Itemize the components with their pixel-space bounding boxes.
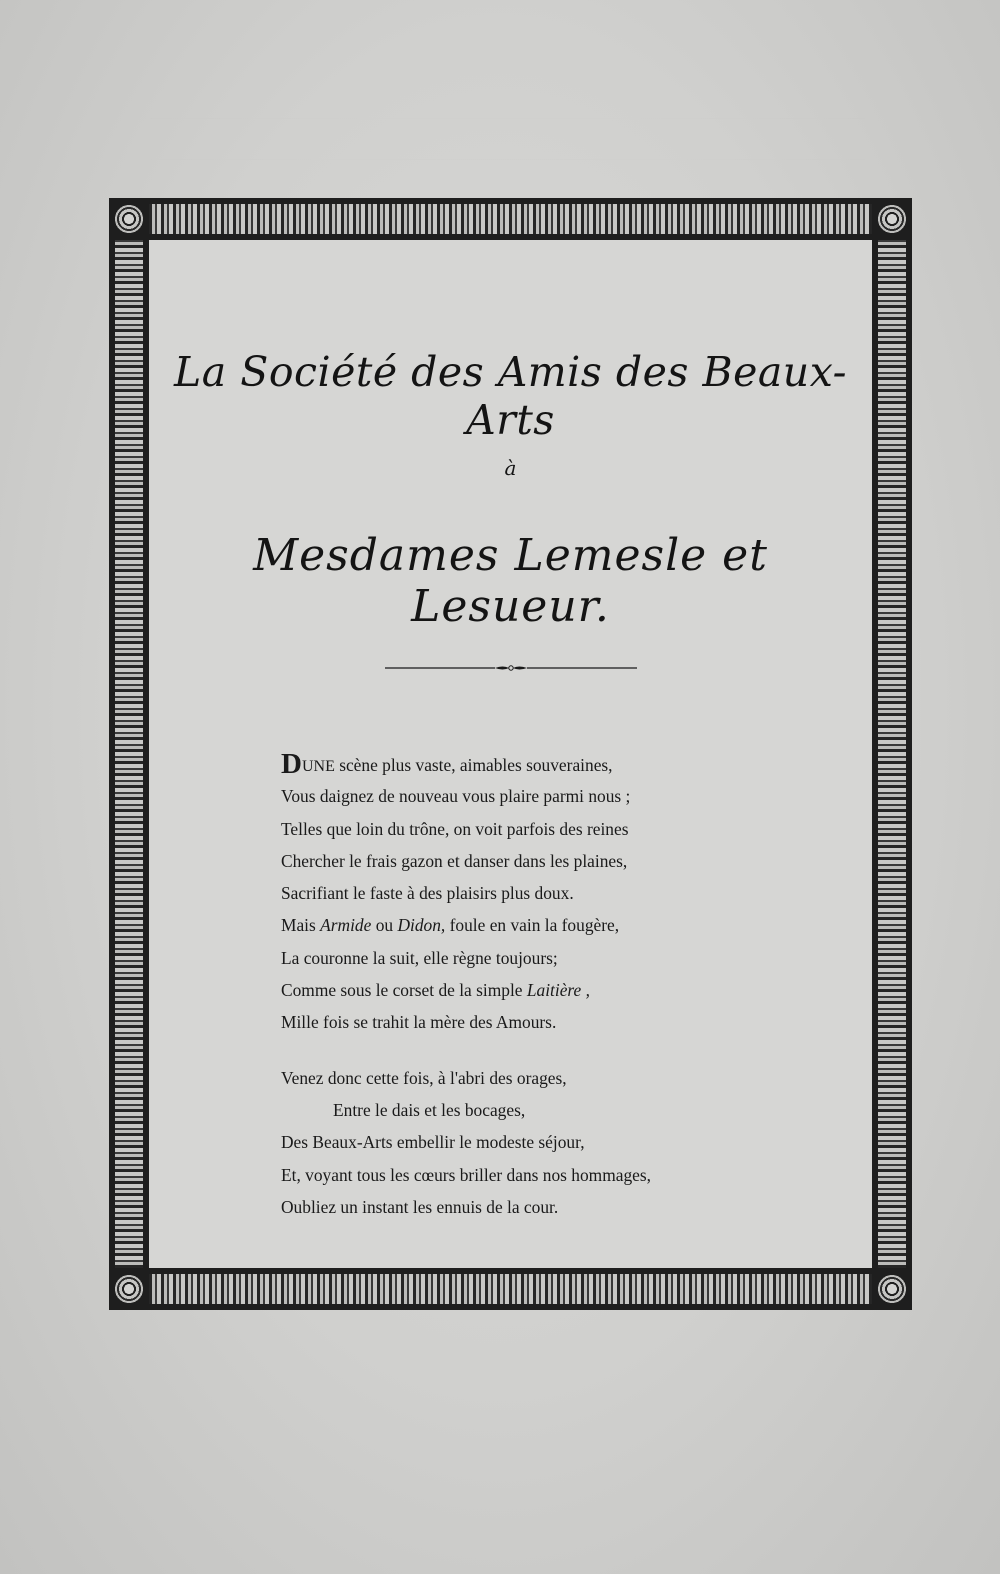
- dedicatees-heading: Mesdames Lemesle et Lesueur.: [253, 530, 768, 632]
- poem-line: Oubliez un instant les ennuis de la cour.: [281, 1196, 559, 1217]
- frame-border-right: [878, 240, 906, 1268]
- rosette-icon: [875, 202, 909, 236]
- poem-line: [281, 909, 801, 941]
- poem-line: [281, 974, 801, 1006]
- poem-title-laitiere: Laitière ,: [526, 980, 590, 1001]
- poem-line-text: foule en vain la fougère,: [445, 915, 620, 936]
- poem-line: Et, voyant tous les cœurs briller dans nos hommages,: [281, 1164, 651, 1185]
- poem-line: Sacrifiant le faste à des plaisirs plus doux.: [281, 883, 574, 904]
- poem-line: Mille fois se trahit la mère des Amours.: [281, 1012, 557, 1033]
- rosette-icon: [875, 1272, 909, 1306]
- poem-line: Venez donc cette fois, à l'abri des orages,: [281, 1067, 567, 1088]
- dedication-to: à: [504, 456, 517, 480]
- poem: [281, 748, 801, 1223]
- poem-line-text: ou: [371, 915, 398, 936]
- drop-cap: D: [281, 748, 302, 780]
- poem-line-text: scène plus vaste, aimables souveraines,: [334, 755, 613, 775]
- poem-name-armide: Armide: [320, 915, 372, 936]
- rosette-icon: [112, 202, 146, 236]
- poem-line-text: Mais: [281, 915, 321, 936]
- poem-line: Chercher le frais gazon et danser dans les plaines,: [281, 850, 628, 871]
- stanza-break: [281, 1039, 801, 1062]
- poem-name-didon: Didon,: [397, 915, 446, 936]
- frame-border-top: [149, 204, 872, 234]
- poem-line-text: Comme sous le corset de la simple: [281, 980, 527, 1001]
- ornamental-frame: [109, 198, 912, 1310]
- frame-border-bottom: [149, 1274, 872, 1304]
- poem-first-word: UNE: [301, 758, 335, 775]
- society-heading: La Société des Amis des Beaux-Arts: [174, 348, 847, 444]
- ornamental-divider: [385, 664, 637, 672]
- rosette-icon: [112, 1272, 146, 1306]
- poem-line: [281, 748, 801, 780]
- poem-line: Entre le dais et les bocages,: [333, 1099, 526, 1120]
- dedication-panel: [149, 240, 872, 1268]
- bleed-through-header: [150, 118, 865, 160]
- poem-line: Vous daignez de nouveau vous plaire parmi nous ;: [281, 786, 631, 807]
- poem-line: Des Beaux-Arts embellir le modeste séjour,: [281, 1132, 585, 1153]
- poem-line: Telles que loin du trône, on voit parfois des reines: [281, 818, 629, 839]
- frame-border-left: [115, 240, 143, 1268]
- poem-line: La couronne la suit, elle règne toujours;: [281, 947, 558, 968]
